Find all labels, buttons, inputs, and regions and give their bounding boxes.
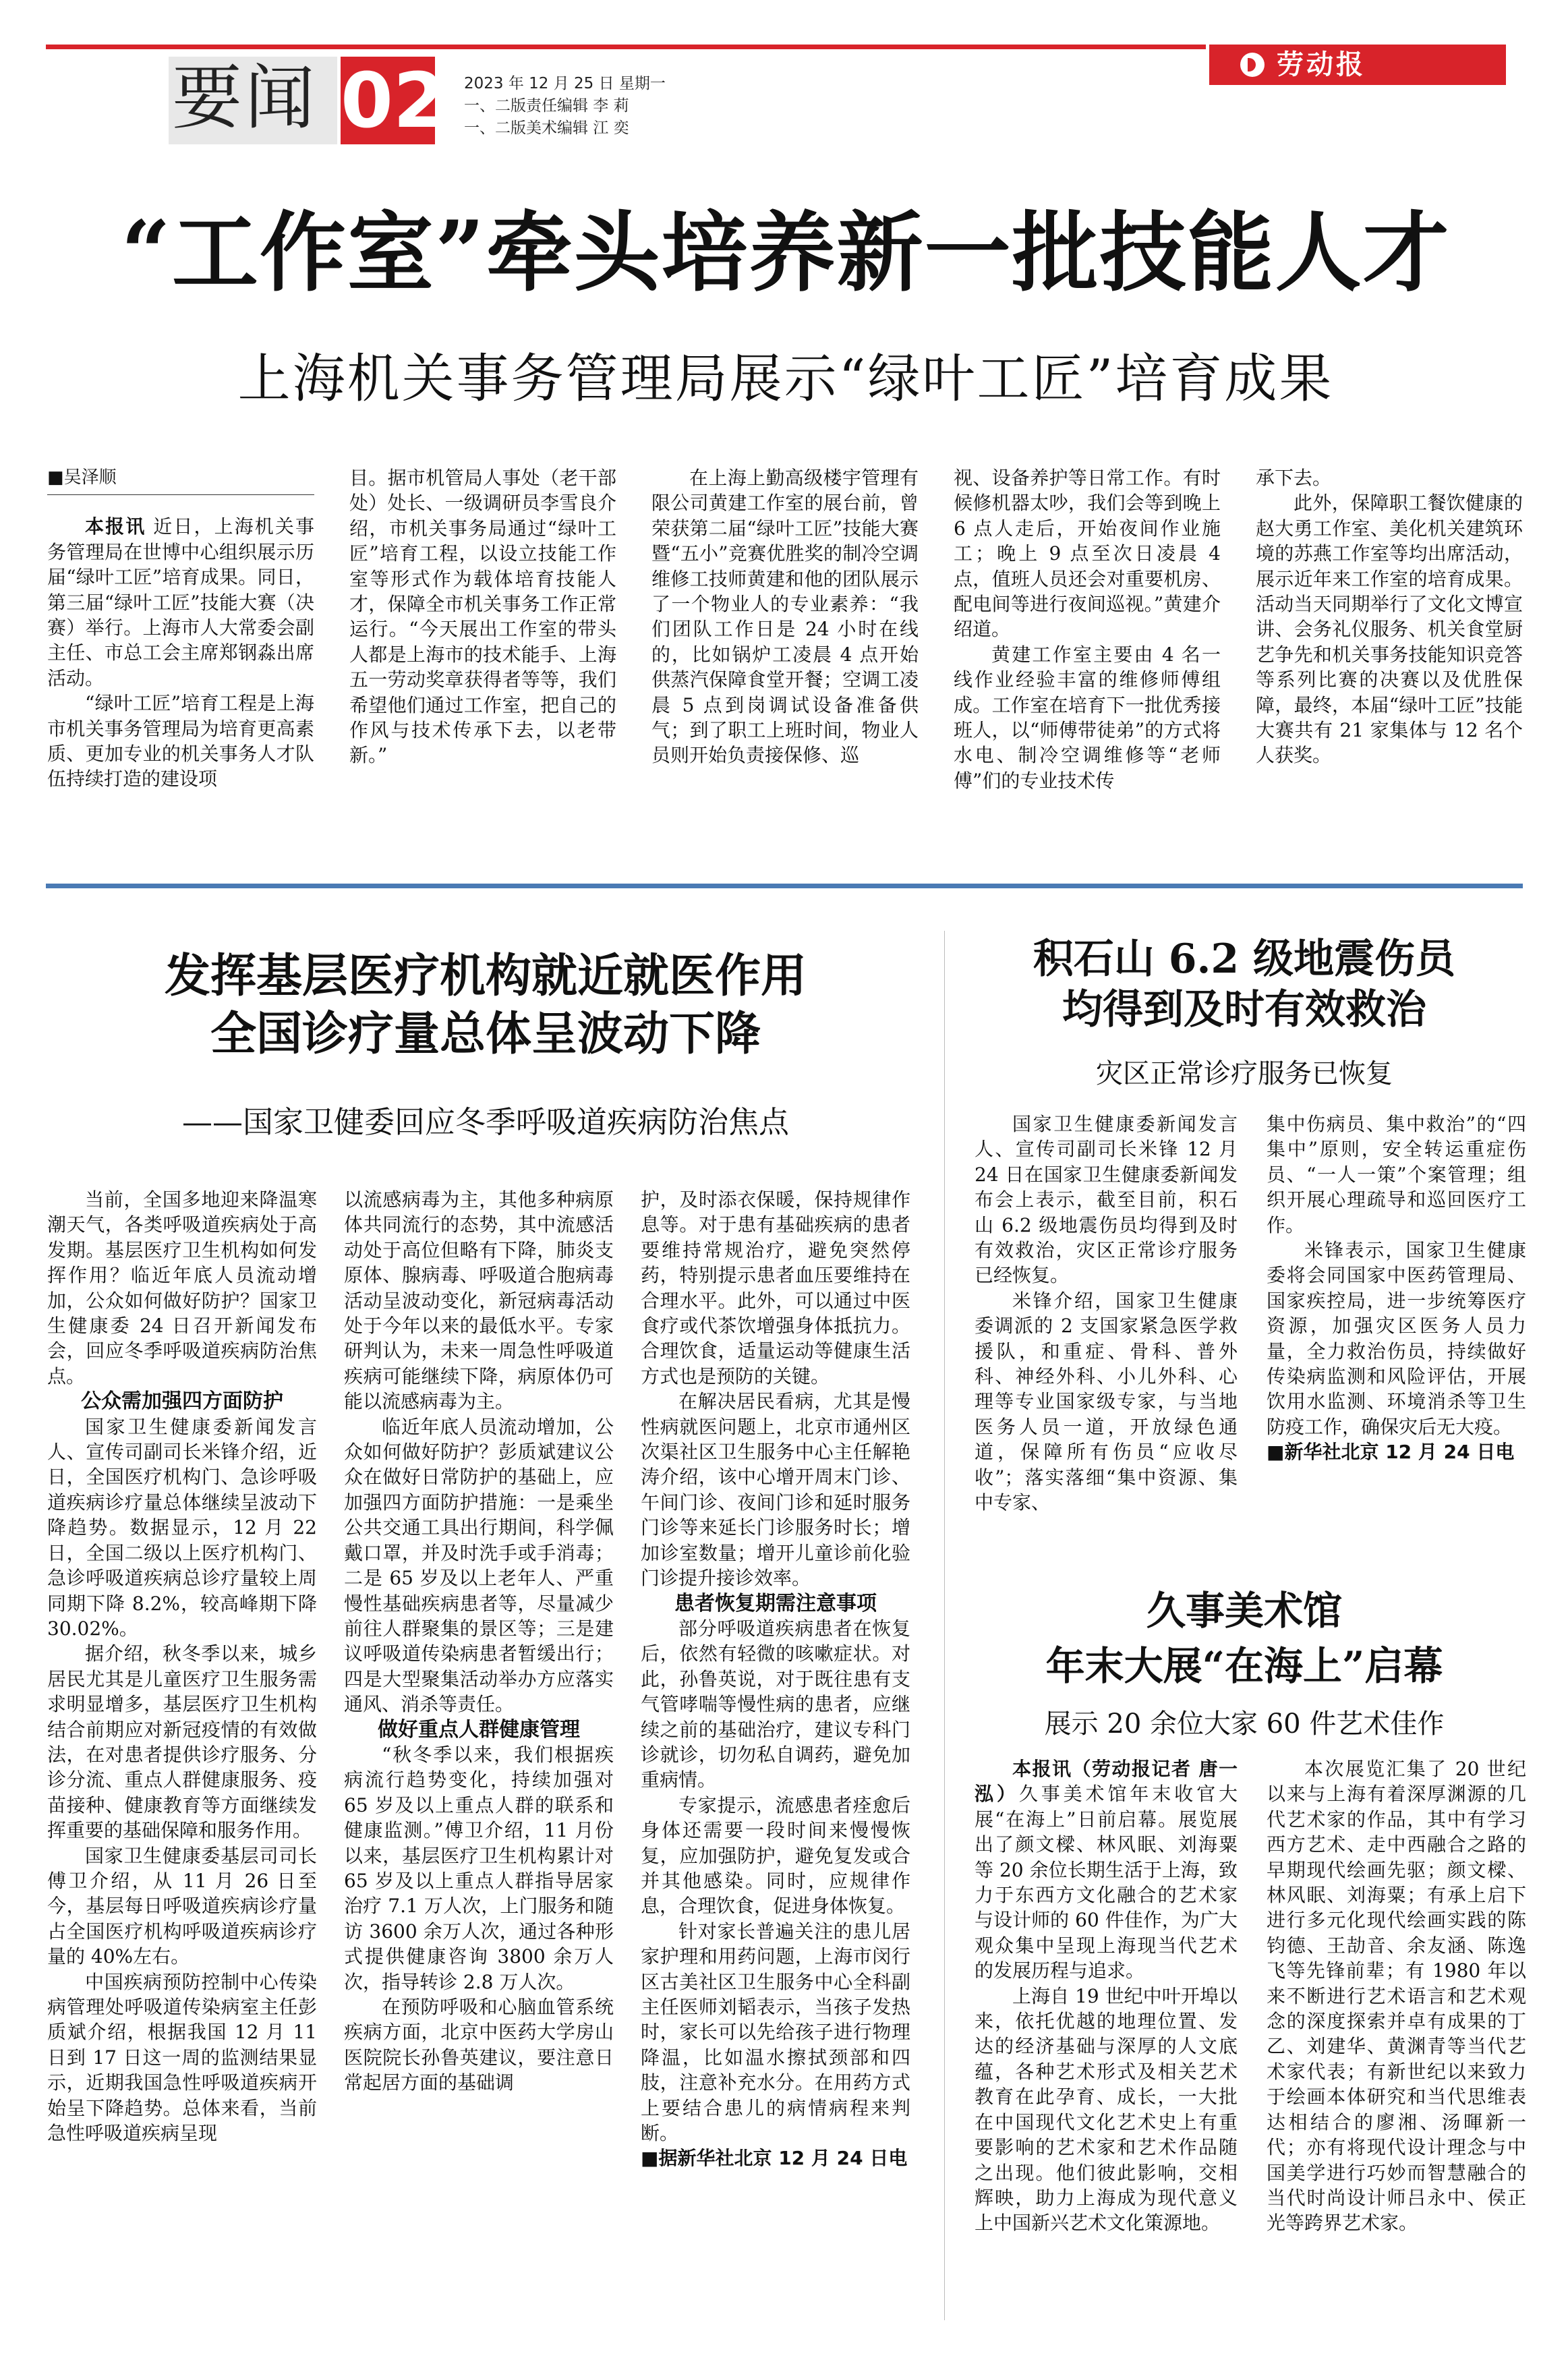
issue-meta — [464, 73, 666, 140]
article4-col1-text: 久事美术馆年末收官大展“在海上”日前启幕。展览展出了颜文樑、林风眠、刘海粟等 20 余位长期生活于上海，致力于东西方文化融合的艺术家与设计师的 60 件佳作，为广大观众集中呈现上海现当代艺术的发展历程与追求。 — [975, 1783, 1238, 1982]
article1-col2-p1: 目。据市机管局人事处（老干部处）处长、一级调研员李雪良介绍，市机关事务局通过“绿叶工匠”培育工程，以设立技能工作室等形式作为载体培育技能人才，保障全市机关事务工作正常运行。“今天展出工作室的带头人都是上海市的技术能手、上海五一劳动奖章获得者等等，我们希望他们通过工作室，把自己的作风与技术传承下去，以老带新。” — [349, 467, 616, 767]
article1-col1-p2: “绿叶工匠”培育工程是上海市机关事务管理局为培育更高素质、更加专业的机关事务人才队伍持续打造的建设项 — [47, 692, 314, 791]
article4-col1 — [975, 1756, 1238, 2236]
article3-subtitle: 灾区正常诊疗服务已恢复 — [1096, 1058, 1393, 1089]
article2-col1 — [47, 1187, 317, 2146]
article1-title: “工作室”牵头培养新一批技能人才 — [121, 202, 1451, 304]
article1-author: ■吴泽顺 — [47, 465, 314, 495]
article2-subtitle: ——国家卫健委回应冬季呼吸道疾病防治焦点 — [181, 1104, 789, 1140]
article3-col1 — [975, 1112, 1238, 1516]
article1-col5 — [1256, 465, 1523, 768]
article3-col2-p1: 集中伤病员、集中救治”的“四集中”原则，安全转运重症伤员、“一人一策”个案管理；组织开展心理疏导和巡回医疗工作。 — [1267, 1113, 1526, 1236]
article4-col1-p2: 上海自 19 世纪中叶开埠以来，依托优越的地理位置、发达的经济基础与深厚的人文底蕴，各种艺术形式及相关艺术教育在此孕育、成长，一大批在中国现代文化艺术史上有重要影响的艺术家和艺术作品随之出现。他们彼此影响，交相辉映，助力上海成为现代意义上中国新兴艺术文化策源地。 — [975, 1984, 1238, 2235]
article1-subtitle: 上海机关事务管理局展示“绿叶工匠”培育成果 — [237, 349, 1334, 409]
article2-head3: 患者恢复期需注意事项 — [674, 1591, 877, 1615]
article2-col3-p2: 在解决居民看病，尤其是慢性病就医问题上，北京市通州区次渠社区卫生服务中心主任解艳涛介绍，该中心增开周末门诊、午间门诊、夜间门诊和延时服务门诊等来延长门诊服务时长；增加诊室数量；增开儿童诊前化验门诊提升接诊效率。 — [641, 1390, 910, 1590]
article1-col1 — [47, 465, 314, 792]
logo-mark-icon — [1240, 53, 1265, 77]
article2-col3-p1: 护，及时添衣保暖，保持规律作息等。对于患有基础疾病的患者要维持常规治疗，避免突然停药，特别提示患者血压要维持在合理水平。此外，可以通过中医食疗或代茶饮增强身体抵抗力。合理饮食，适量运动等健康生活方式也是预防的关键。 — [641, 1188, 910, 1387]
logo-text: 劳动报 — [1277, 49, 1366, 80]
article1-col3 — [651, 465, 919, 768]
article3-col2-p2: 米锋表示，国家卫生健康委将会同国家中医药管理局、国家疾控局，进一步统筹医疗资源，加强灾区医务人员力量，全力救治伤员，持续做好传染病监测和风险评估，开展饮用水监测、环境消杀等卫生防疫工作，确保灾后无大疫。 — [1267, 1239, 1526, 1438]
article2-credit: ■据新华社北京 12 月 24 日电 — [641, 2147, 908, 2170]
article4-col2 — [1267, 1756, 1526, 2236]
article4-lead: 本报讯（劳动报记者 唐一泓） — [975, 1758, 1238, 1806]
article2-col2-p2: 临近年底人员流动增加，公众如何做好防护？彭质斌建议公众在做好日常防护的基础上，应加强四方面防护措施：一是乘坐公共交通工具出行期间，科学佩戴口罩，并及时洗手或手消毒；二是 65 岁及以上老年人、严重慢性基础疾病患者等，尽量减少前往人群聚集的景区等；三是建议呼吸道传染病患者暂缓出行；四是大型聚集活动举办方应落实通风、消杀等责任。 — [344, 1415, 614, 1716]
article2-col1-p1: 当前，全国多地迎来降温寒潮天气，各类呼吸道疾病处于高发期。基层医疗卫生机构如何发挥作用？临近年底人员流动增加，公众如何做好防护？国家卫生健康委 24 日召开新闻发布会，回应冬季呼吸道疾病防治焦点。 — [47, 1188, 317, 1387]
newspaper-logo — [1209, 45, 1506, 85]
article1-col1-text: 近日，上海机关事务管理局在世博中心组织展示历届“绿叶工匠”培育成果。同日，第三届“绿叶工匠”技能大赛（决赛）举行。上海市人大常委会副主任、市总工会主席郑钢淼出席活动。 — [47, 515, 314, 689]
article3-col1-p2: 米锋介绍，国家卫生健康委调派的 2 支国家紧急医学救援队，和重症、骨科、普外科、神经外科、小儿外科、心理等专业国家级专家，与当地医务人员一道，开放绿色通道，保障所有伤员“应收尽收”；落实落细“集中资源、集中专家、 — [975, 1289, 1238, 1514]
article4-title-line1: 久事美术馆 — [1146, 1588, 1342, 1634]
article3-col1-p1: 国家卫生健康委新闻发言人、宣传司副司长米锋 12 月 24 日在国家卫生健康委新闻发布会上表示，截至目前，积石山 6.2 级地震伤员均得到及时有效救治，灾区正常诊疗服务已经恢复。 — [975, 1113, 1238, 1287]
article2-col3-p3: 部分呼吸道疾病患者在恢复后，依然有轻微的咳嗽症状。对此，孙鲁英说，对于既往患有支气管哮喘等慢性病的患者，应继续之前的基础治疗，建议专科门诊就诊，切勿私自调药，避免加重病情。 — [641, 1617, 910, 1791]
top-rule — [46, 45, 1206, 49]
editor-line: 一、二版责任编辑 李 莉 — [464, 97, 629, 115]
article3-title-line2: 均得到及时有效救治 — [1062, 986, 1426, 1033]
article2-col2 — [344, 1187, 614, 2096]
article2-col1-p3: 据介绍，秋冬季以来，城乡居民尤其是儿童医疗卫生服务需求明显增多，基层医疗卫生机构结合前期应对新冠疫情的有效做法，在对患者提供诊疗服务、分诊分流、重点人群健康服务、疫苗接种、健康教育等方面继续发挥重要的基础保障和服务作用。 — [47, 1642, 317, 1842]
article1-lead: 本报讯 — [85, 515, 146, 538]
article2-title-line1: 发挥基层医疗机构就近就医作用 — [164, 949, 807, 1003]
article1-col5-p1: 承下去。 — [1256, 467, 1332, 489]
article1-col4 — [954, 465, 1221, 793]
article2-col2-p1: 以流感病毒为主，其他多种病原体共同流行的态势，其中流感活动处于高位但略有下降，肺炎支原体、腺病毒、呼吸道合胞病毒活动呈波动变化，新冠病毒活动处于今年以来的最低水平。专家研判认为，未来一周急性呼吸道疾病可能继续下降，病原体仍可能以流感病毒为主。 — [344, 1188, 614, 1413]
article1-col5-p2: 此外，保障职工餐饮健康的赵大勇工作室、美化机关建筑环境的苏燕工作室等均出席活动，展示近年来工作室的培育成果。活动当天同期举行了文化文博宣讲、会务礼仪服务、机关食堂厨艺争先和机关事务技能知识竞答等系列比赛的决赛以及优胜保障，最终，本届“绿叶工匠”技能大赛共有 21 家集体与 12 名个人获奖。 — [1256, 492, 1523, 767]
article2-col1-p4: 国家卫生健康委基层司司长傅卫介绍，从 11 月 26 日至今，基层每日呼吸道疾病诊疗量占全国医疗机构呼吸道疾病诊疗量的 40%左右。 — [47, 1844, 317, 1968]
article3-col2 — [1267, 1112, 1526, 1465]
article2-head2: 做好重点人群健康管理 — [378, 1717, 580, 1742]
article1-col3-p1: 在上海上勤高级楼宇管理有限公司黄建工作室的展台前，曾荣获第二届“绿叶工匠”技能大赛暨“五小”竞赛优胜奖的制冷空调维修工技师黄建和他的团队展示了一个物业人的专业素养：“我们团队工作日是 24 小时在线的，比如锅炉工凌晨 4 点开始供蒸汽保障食堂开餐；空调工凌晨 5 点到岗调试设备准备供气；到了职工上班时间，物业人员则开始负责接保修、巡 — [651, 467, 919, 767]
section-divider — [46, 884, 1523, 888]
article2-col2-p3: “秋冬季以来，我们根据疾病流行趋势变化，持续加强对 65 岁及以上重点人群的联系和健康监测。”傅卫介绍，11 月份以来，基层医疗卫生机构累计对 65 岁及以上重点人群指导居家治疗 7.1 万人次，上门服务和随访 3600 余万人次，通过各种形式提供健康咨询 3800 余万人次，指导转诊 2.8 万人次。 — [344, 1743, 614, 1993]
article3-title-line1: 积石山 6.2 级地震伤员 — [1033, 936, 1456, 983]
article4-subtitle: 展示 20 余位大家 60 件艺术佳作 — [1044, 1708, 1445, 1740]
article2-col3-p5: 针对家长普遍关注的患儿居家护理和用药问题，上海市闵行区古美社区卫生服务中心全科副主任医师刘韬表示，当孩子发热时，家长可以先给孩子进行物理降温，比如温水擦拭颈部和四肢，注意补充水分。在用药方式上要结合患儿的病情病程来判断。 — [641, 1920, 910, 2145]
article1-col4-p1: 视、设备养护等日常工作。有时候修机器太吵，我们会等到晚上 6 点人走后，开始夜间作业施工；晚上 9 点至次日凌晨 4 点，值班人员还会对重要机房、配电间等进行夜间巡视。”黄建介绍道。 — [954, 467, 1221, 641]
issue-date: 2023 年 12 月 25 日 星期一 — [464, 75, 666, 92]
article1-col4-p2: 黄建工作室主要由 4 名一线作业经验丰富的维修师傅组成。工作室在培育下一批优秀接班人，以“师傅带徒弟”的方式将水电、制冷空调维修等“老师傅”们的专业技术传 — [954, 643, 1221, 792]
article2-head1: 公众需加强四方面防护 — [81, 1389, 283, 1414]
article4-title-line2: 年末大展“在海上”启幕 — [1045, 1643, 1443, 1689]
article2-title-line2: 全国诊疗量总体呈波动下降 — [210, 1007, 761, 1061]
article2-col2-p4: 在预防呼吸和心脑血管系统疾病方面，北京中医药大学房山医院院长孙鲁英建议，要注意日常起居方面的基础调 — [344, 1996, 614, 2094]
article2-col1-p5: 中国疾病预防控制中心传染病管理处呼吸道传染病室主任彭质斌介绍，根据我国 12 月 11 日到 17 日这一周的监测结果显示，近期我国急性呼吸道疾病开始呈下降趋势。总体来看，当前急性呼吸道疾病呈现 — [47, 1970, 317, 2145]
article2-col3-p4: 专家提示，流感患者痊愈后身体还需要一段时间来慢慢恢复，应加强防护，避免复发或合并其他感染。同时，应规律作息，合理饮食，促进身体恢复。 — [641, 1793, 910, 1918]
article2-col1-p2: 国家卫生健康委新闻发言人、宣传司副司长米锋介绍，近日，全国医疗机构门、急诊呼吸道疾病诊疗量总体继续呈波动下降趋势。数据显示，12 月 22 日，全国二级以上医疗机构门、急诊呼吸道疾病总诊疗量较上周同期下降 8.2%，较高峰期下降 30.02%。 — [47, 1415, 317, 1640]
art-editor-line: 一、二版美术编辑 江 奕 — [464, 119, 629, 137]
article1-col2 — [349, 465, 616, 768]
article3-credit: ■新华社北京 12 月 24 日电 — [1267, 1441, 1515, 1464]
article4-col2-p1: 本次展览汇集了 20 世纪以来与上海有着深厚渊源的几代艺术家的作品，其中有学习西方艺术、走中西融合之路的早期现代绘画先驱；颜文樑、林风眠、刘海粟；有承上启下进行多元化现代绘画实践的陈钧德、王劼音、余友涵、陈逸飞等先锋前辈；有 1980 年以来不断进行艺术语言和艺术观念的深度探索并卓有成果的丁乙、刘建华、黄渊青等当代艺术家代表；有新世纪以来致力于绘画本体研究和当代思维表达相结合的廖湘、汤暉新一代；亦有将现代设计理念与中国美学进行巧妙而智慧融合的当代时尚设计师吕永中、侯正光等跨界艺术家。 — [1267, 1758, 1526, 2235]
page-number: 02 — [341, 57, 446, 145]
article2-col3 — [641, 1187, 910, 2171]
column-separator — [944, 931, 945, 2320]
section-name: 要闻 — [172, 57, 318, 139]
